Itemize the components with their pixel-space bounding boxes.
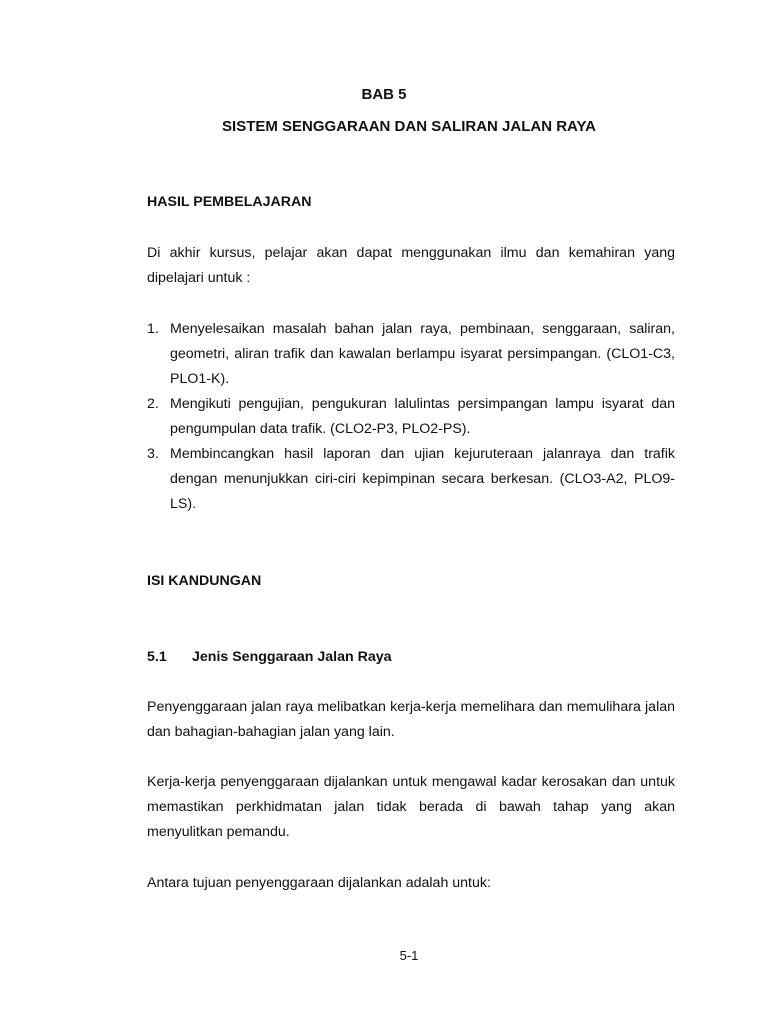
list-item-text: Membincangkan hasil laporan dan ujian kejuruteraan jalanraya dan trafik dengan menunjukkan ciri-ciri kepimpinan secara berkesan. (CLO3-A2, PLO9-LS). — [170, 446, 675, 512]
list-item — [147, 392, 675, 442]
contents-heading: ISI KANDUNGAN — [147, 573, 262, 589]
section-paragraph: Penyenggaraan jalan raya melibatkan kerja-kerja memelihara dan memulihara jalan dan bahagian-bahagian jalan yang lain. — [147, 699, 675, 740]
list-item-number: 1. — [147, 321, 159, 337]
list-item — [147, 442, 675, 517]
section-number: 5.1 — [147, 649, 167, 665]
learning-outcomes-list — [147, 317, 675, 517]
list-item-number: 3. — [147, 446, 159, 462]
section-paragraph: Antara tujuan penyenggaraan dijalankan adalah untuk: — [147, 875, 491, 891]
learning-outcomes-intro: Di akhir kursus, pelajar akan dapat menggunakan ilmu dan kemahiran yang dipelajari untuk : — [147, 245, 675, 286]
section-title: Jenis Senggaraan Jalan Raya — [192, 649, 392, 665]
page-number: 5-1 — [399, 948, 419, 963]
chapter-title: SISTEM SENGGARAAN DAN SALIRAN JALAN RAYA — [222, 118, 596, 135]
section-heading — [147, 649, 392, 665]
list-item-text: Mengikuti pengujian, pengukuran lalulintas persimpangan lampu isyarat dan pengumpulan data trafik. (CLO2-P3, PLO2-PS). — [170, 396, 675, 437]
list-item-number: 2. — [147, 396, 159, 412]
section-paragraph: Kerja-kerja penyenggaraan dijalankan untuk mengawal kadar kerosakan dan untuk memastikan perkhidmatan jalan tidak berada di bawah tahap yang akan menyulitkan pemandu. — [147, 774, 675, 840]
list-item-text: Menyelesaikan masalah bahan jalan raya, pembinaan, senggaraan, saliran, geometri, aliran trafik dan kawalan berlampu isyarat persimpangan. (CLO1-C3, PLO1-K). — [170, 321, 675, 387]
list-item — [147, 317, 675, 392]
learning-outcomes-heading: HASIL PEMBELAJARAN — [147, 194, 312, 210]
chapter-label: BAB 5 — [361, 86, 407, 103]
